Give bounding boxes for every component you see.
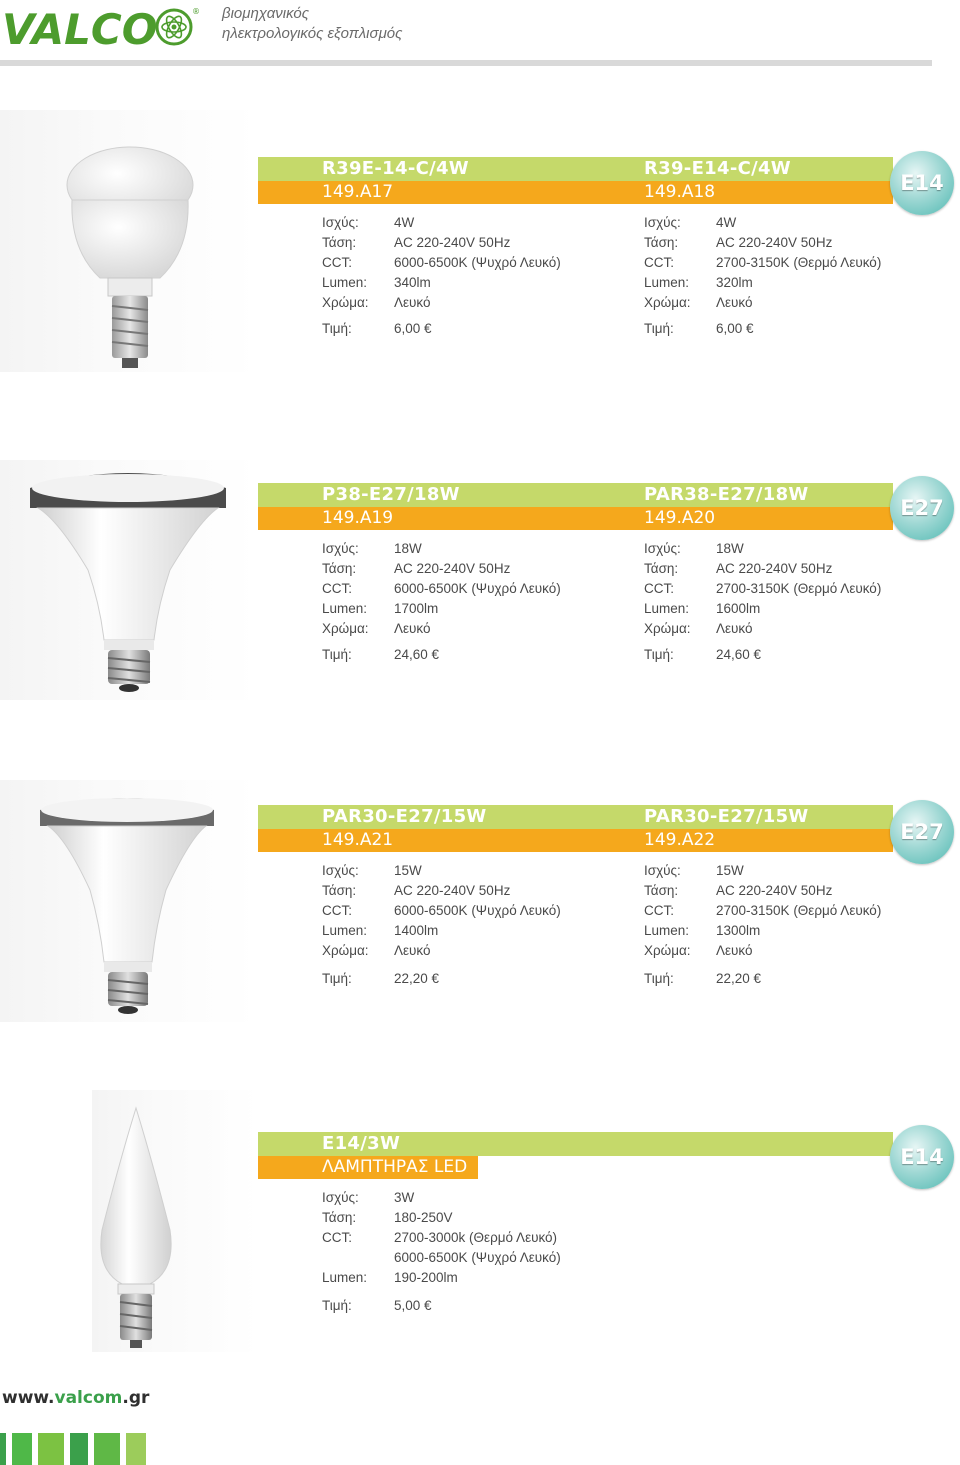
socket-badge-e14: E14 <box>890 1125 954 1189</box>
product-subtitle: ΛΑΜΠΤΗΡΑΣ LED <box>322 1157 468 1177</box>
socket-badge-e27: E27 <box>890 800 954 864</box>
product-ref: 149.A20 <box>644 508 716 528</box>
product-price: Τιμή: 22,20 € <box>322 971 440 986</box>
product-section-e14-candle: E14/3W ΛΑΜΠΤΗΡΑΣ LED Ισχύς: 3W Τάση: 180-250V CCT: 2700-3000k (Θερμό Λευκό) 6000-6500K (Ψυχρό Λευκό) Lumen: 190-200lm Τιμή: 5,00 € E14 <box>0 1090 960 1360</box>
product-ref: 149.A21 <box>322 830 394 850</box>
product-photo-r39 <box>0 110 258 372</box>
product-ref: 149.A19 <box>322 508 394 528</box>
product-code: R39-E14-C/4W <box>644 158 791 179</box>
website-link[interactable]: www.valcom.gr <box>2 1388 150 1408</box>
tagline-line-1: βιομηχανικός <box>222 5 310 22</box>
product-price: Τιμή: 6,00 € <box>322 321 432 336</box>
par30-bulb-image <box>0 780 258 1022</box>
logo-text: VALCO <box>2 5 158 50</box>
product-code: PAR30-E27/15W <box>644 806 809 827</box>
tagline <box>222 4 402 44</box>
product-section-e14-r39: R39E-14-C/4W 149.A17 Ισχύς: 4W Τάση: AC 220-240V 50Hz CCT: 6000-6500K (Ψυχρό Λευκό) Lumen: 340lm Χρώμα: Λευκό Τιμή: 6,00 € R39-E14-C/4W 149.A18 Ισχύς: 4W Τάση: AC 220-240V 50Hz CCT: 2700-3150K (Θερμό Λευκό) Lumen: 320lm Χρώμα: Λευκό Τιμή: 6,00 € E14 <box>0 110 960 380</box>
product-price: Τιμή: 22,20 € <box>644 971 762 986</box>
tagline-line-2: ηλεκτρολογικός εξοπλισμός <box>222 25 403 42</box>
product-ref: 149.A18 <box>644 182 716 202</box>
par38-bulb-image <box>0 460 258 700</box>
product-section-e27-par38: P38-E27/18W 149.A19 Ισχύς: 18W Τάση: AC 220-240V 50Hz CCT: 6000-6500K (Ψυχρό Λευκό) Lumen: 1700lm Χρώμα: Λευκό Τιμή: 24,60 € PAR38-E27/18W 149.A20 Ισχύς: 18W Τάση: AC 220-240V 50Hz CCT: 2700-3150K (Θερμό Λευκό) Lumen: 1600lm Χρώμα: Λευκό Τιμή: 24,60 € E27 <box>0 460 960 710</box>
product-price: Τιμή: 5,00 € <box>322 1298 432 1313</box>
product-code: PAR38-E27/18W <box>644 484 809 505</box>
product-price: Τιμή: 24,60 € <box>322 647 440 662</box>
product-code: P38-E27/18W <box>322 484 460 505</box>
product-ref: 149.A17 <box>322 182 394 202</box>
product-section-e27-par30: PAR30-E27/15W 149.A21 Ισχύς: 15W Τάση: AC 220-240V 50Hz CCT: 6000-6500K (Ψυχρό Λευκό) Lumen: 1400lm Χρώμα: Λευκό Τιμή: 22,20 € PAR30-E27/15W 149.A22 Ισχύς: 15W Τάση: AC 220-240V 50Hz CCT: 2700-3150K (Θερμό Λευκό) Lumen: 1300lm Χρώμα: Λευκό Τιμή: 22,20 € E27 <box>0 780 960 1030</box>
svg-text:®: ® <box>192 7 200 16</box>
valco-logo-graphic <box>2 2 202 50</box>
valco-logo <box>2 2 202 50</box>
r39-bulb-image <box>0 110 258 372</box>
product-price: Τιμή: 6,00 € <box>644 321 754 336</box>
socket-badge-e27: E27 <box>890 476 954 540</box>
product-photo-par30 <box>0 780 258 1022</box>
socket-badge-e14: E14 <box>890 151 954 215</box>
product-ref: 149.A22 <box>644 830 716 850</box>
header-divider <box>0 60 932 66</box>
candle-bulb-image <box>92 1090 258 1352</box>
product-code: E14/3W <box>322 1133 401 1154</box>
product-price: Τιμή: 24,60 € <box>644 647 762 662</box>
product-code: PAR30-E27/15W <box>322 806 487 827</box>
product-code: R39E-14-C/4W <box>322 158 469 179</box>
product-photo-par38 <box>0 460 258 700</box>
product-photo-candle <box>92 1090 258 1352</box>
